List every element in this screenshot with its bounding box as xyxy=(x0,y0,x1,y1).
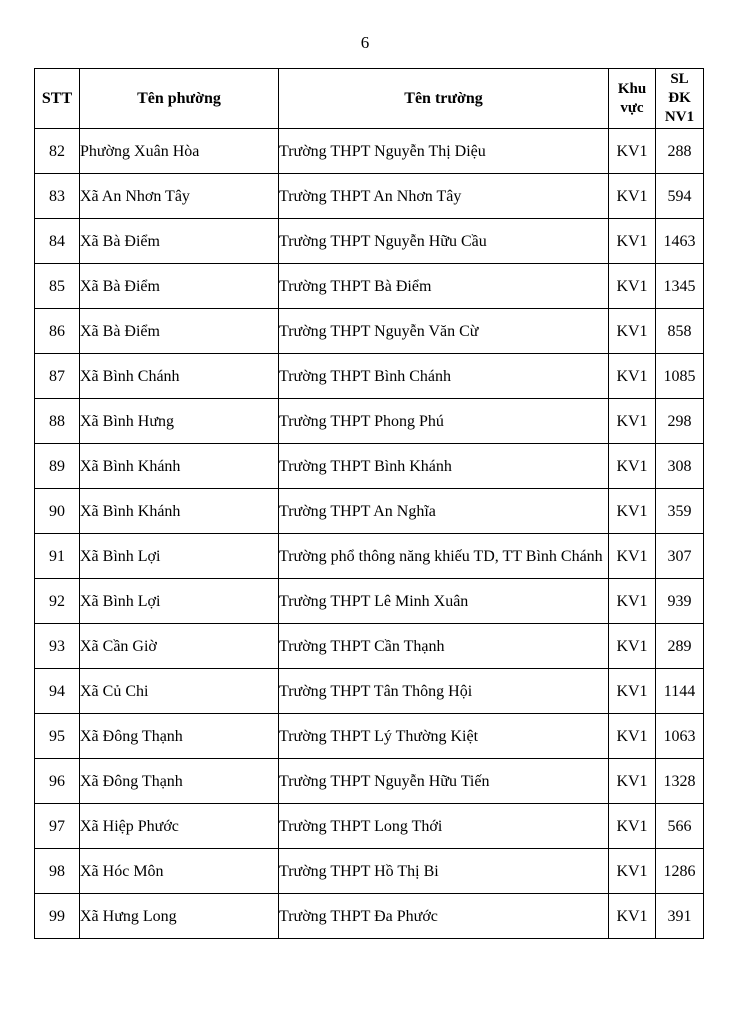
cell-area: KV1 xyxy=(609,129,656,174)
cell-ward: Xã Bà Điểm xyxy=(80,309,279,354)
cell-school: Trường THPT Nguyễn Thị Diệu xyxy=(279,129,609,174)
cell-count: 1144 xyxy=(656,669,704,714)
cell-area: KV1 xyxy=(609,309,656,354)
cell-area: KV1 xyxy=(609,264,656,309)
cell-count: 1085 xyxy=(656,354,704,399)
cell-stt: 84 xyxy=(35,219,80,264)
cell-ward: Xã Bình Khánh xyxy=(80,489,279,534)
cell-school: Trường THPT An Nghĩa xyxy=(279,489,609,534)
header-area-line2: vực xyxy=(620,99,644,116)
cell-area: KV1 xyxy=(609,759,656,804)
cell-count: 1286 xyxy=(656,849,704,894)
cell-count: 1063 xyxy=(656,714,704,759)
cell-ward: Xã Bình Hưng xyxy=(80,399,279,444)
cell-count: 289 xyxy=(656,624,704,669)
cell-count: 1463 xyxy=(656,219,704,264)
cell-stt: 88 xyxy=(35,399,80,444)
cell-school: Trường THPT Cần Thạnh xyxy=(279,624,609,669)
table-row xyxy=(35,759,704,804)
cell-school: Trường phổ thông năng khiếu TD, TT Bình Chánh xyxy=(279,534,609,579)
cell-school: Trường THPT An Nhơn Tây xyxy=(279,174,609,219)
table-row xyxy=(35,174,704,219)
cell-ward: Xã An Nhơn Tây xyxy=(80,174,279,219)
cell-count: 298 xyxy=(656,399,704,444)
table-body xyxy=(35,129,704,939)
header-count-line3: NV1 xyxy=(664,109,695,125)
cell-ward: Xã Hiệp Phước xyxy=(80,804,279,849)
cell-count: 939 xyxy=(656,579,704,624)
table-row xyxy=(35,129,704,174)
cell-stt: 93 xyxy=(35,624,80,669)
cell-count: 1345 xyxy=(656,264,704,309)
cell-area: KV1 xyxy=(609,399,656,444)
cell-stt: 85 xyxy=(35,264,80,309)
cell-ward: Xã Cần Giờ xyxy=(80,624,279,669)
cell-area: KV1 xyxy=(609,579,656,624)
header-area-line1: Khu xyxy=(617,80,647,97)
cell-school: Trường THPT Nguyễn Hữu Tiến xyxy=(279,759,609,804)
header-count-line2: ĐK xyxy=(668,90,691,106)
cell-ward: Xã Đông Thạnh xyxy=(80,759,279,804)
cell-school: Trường THPT Bình Khánh xyxy=(279,444,609,489)
cell-stt: 98 xyxy=(35,849,80,894)
cell-stt: 94 xyxy=(35,669,80,714)
cell-area: KV1 xyxy=(609,489,656,534)
cell-stt: 95 xyxy=(35,714,80,759)
table-row xyxy=(35,669,704,714)
cell-ward: Xã Bà Điểm xyxy=(80,219,279,264)
cell-school: Trường THPT Hồ Thị Bi xyxy=(279,849,609,894)
table-row xyxy=(35,624,704,669)
page-number: 6 xyxy=(360,33,370,52)
cell-ward: Xã Bình Chánh xyxy=(80,354,279,399)
cell-ward: Xã Hóc Môn xyxy=(80,849,279,894)
cell-stt: 91 xyxy=(35,534,80,579)
cell-ward: Phường Xuân Hòa xyxy=(80,129,279,174)
cell-area: KV1 xyxy=(609,624,656,669)
cell-count: 391 xyxy=(656,894,704,939)
cell-school: Trường THPT Long Thới xyxy=(279,804,609,849)
table-row xyxy=(35,354,704,399)
table-row xyxy=(35,399,704,444)
table-row xyxy=(35,714,704,759)
cell-school: Trường THPT Nguyễn Văn Cừ xyxy=(279,309,609,354)
cell-ward: Xã Bà Điểm xyxy=(80,264,279,309)
cell-stt: 99 xyxy=(35,894,80,939)
header-count-line1: SL xyxy=(670,71,689,87)
cell-stt: 86 xyxy=(35,309,80,354)
cell-ward: Xã Bình Lợi xyxy=(80,534,279,579)
cell-area: KV1 xyxy=(609,669,656,714)
table-row xyxy=(35,489,704,534)
cell-count: 858 xyxy=(656,309,704,354)
cell-school: Trường THPT Lê Minh Xuân xyxy=(279,579,609,624)
cell-count: 566 xyxy=(656,804,704,849)
header-stt: STT xyxy=(35,69,80,129)
cell-area: KV1 xyxy=(609,174,656,219)
cell-area: KV1 xyxy=(609,714,656,759)
cell-school: Trường THPT Tân Thông Hội xyxy=(279,669,609,714)
table-row xyxy=(35,444,704,489)
table-row xyxy=(35,219,704,264)
cell-count: 308 xyxy=(656,444,704,489)
cell-area: KV1 xyxy=(609,354,656,399)
cell-count: 359 xyxy=(656,489,704,534)
cell-stt: 87 xyxy=(35,354,80,399)
cell-stt: 96 xyxy=(35,759,80,804)
cell-stt: 83 xyxy=(35,174,80,219)
header-count xyxy=(656,69,704,129)
cell-school: Trường THPT Phong Phú xyxy=(279,399,609,444)
cell-area: KV1 xyxy=(609,849,656,894)
table-row xyxy=(35,894,704,939)
cell-school: Trường THPT Bình Chánh xyxy=(279,354,609,399)
cell-ward: Xã Củ Chi xyxy=(80,669,279,714)
cell-ward: Xã Bình Khánh xyxy=(80,444,279,489)
table-row xyxy=(35,264,704,309)
cell-ward: Xã Bình Lợi xyxy=(80,579,279,624)
cell-school: Trường THPT Đa Phước xyxy=(279,894,609,939)
table-row xyxy=(35,849,704,894)
cell-stt: 97 xyxy=(35,804,80,849)
header-area xyxy=(609,69,656,129)
header-ward: Tên phường xyxy=(80,69,279,129)
table-row xyxy=(35,309,704,354)
cell-school: Trường THPT Lý Thường Kiệt xyxy=(279,714,609,759)
cell-area: KV1 xyxy=(609,219,656,264)
cell-count: 307 xyxy=(656,534,704,579)
cell-ward: Xã Hưng Long xyxy=(80,894,279,939)
cell-count: 1328 xyxy=(656,759,704,804)
cell-ward: Xã Đông Thạnh xyxy=(80,714,279,759)
cell-stt: 90 xyxy=(35,489,80,534)
cell-area: KV1 xyxy=(609,444,656,489)
cell-area: KV1 xyxy=(609,534,656,579)
table-row xyxy=(35,804,704,849)
cell-stt: 82 xyxy=(35,129,80,174)
cell-school: Trường THPT Bà Điểm xyxy=(279,264,609,309)
cell-count: 594 xyxy=(656,174,704,219)
cell-school: Trường THPT Nguyễn Hữu Cầu xyxy=(279,219,609,264)
cell-count: 288 xyxy=(656,129,704,174)
cell-area: KV1 xyxy=(609,804,656,849)
cell-stt: 92 xyxy=(35,579,80,624)
cell-area: KV1 xyxy=(609,894,656,939)
school-table xyxy=(34,68,704,939)
cell-stt: 89 xyxy=(35,444,80,489)
table-row xyxy=(35,579,704,624)
table-row xyxy=(35,534,704,579)
table-header-row xyxy=(35,69,704,129)
header-school: Tên trường xyxy=(279,69,609,129)
